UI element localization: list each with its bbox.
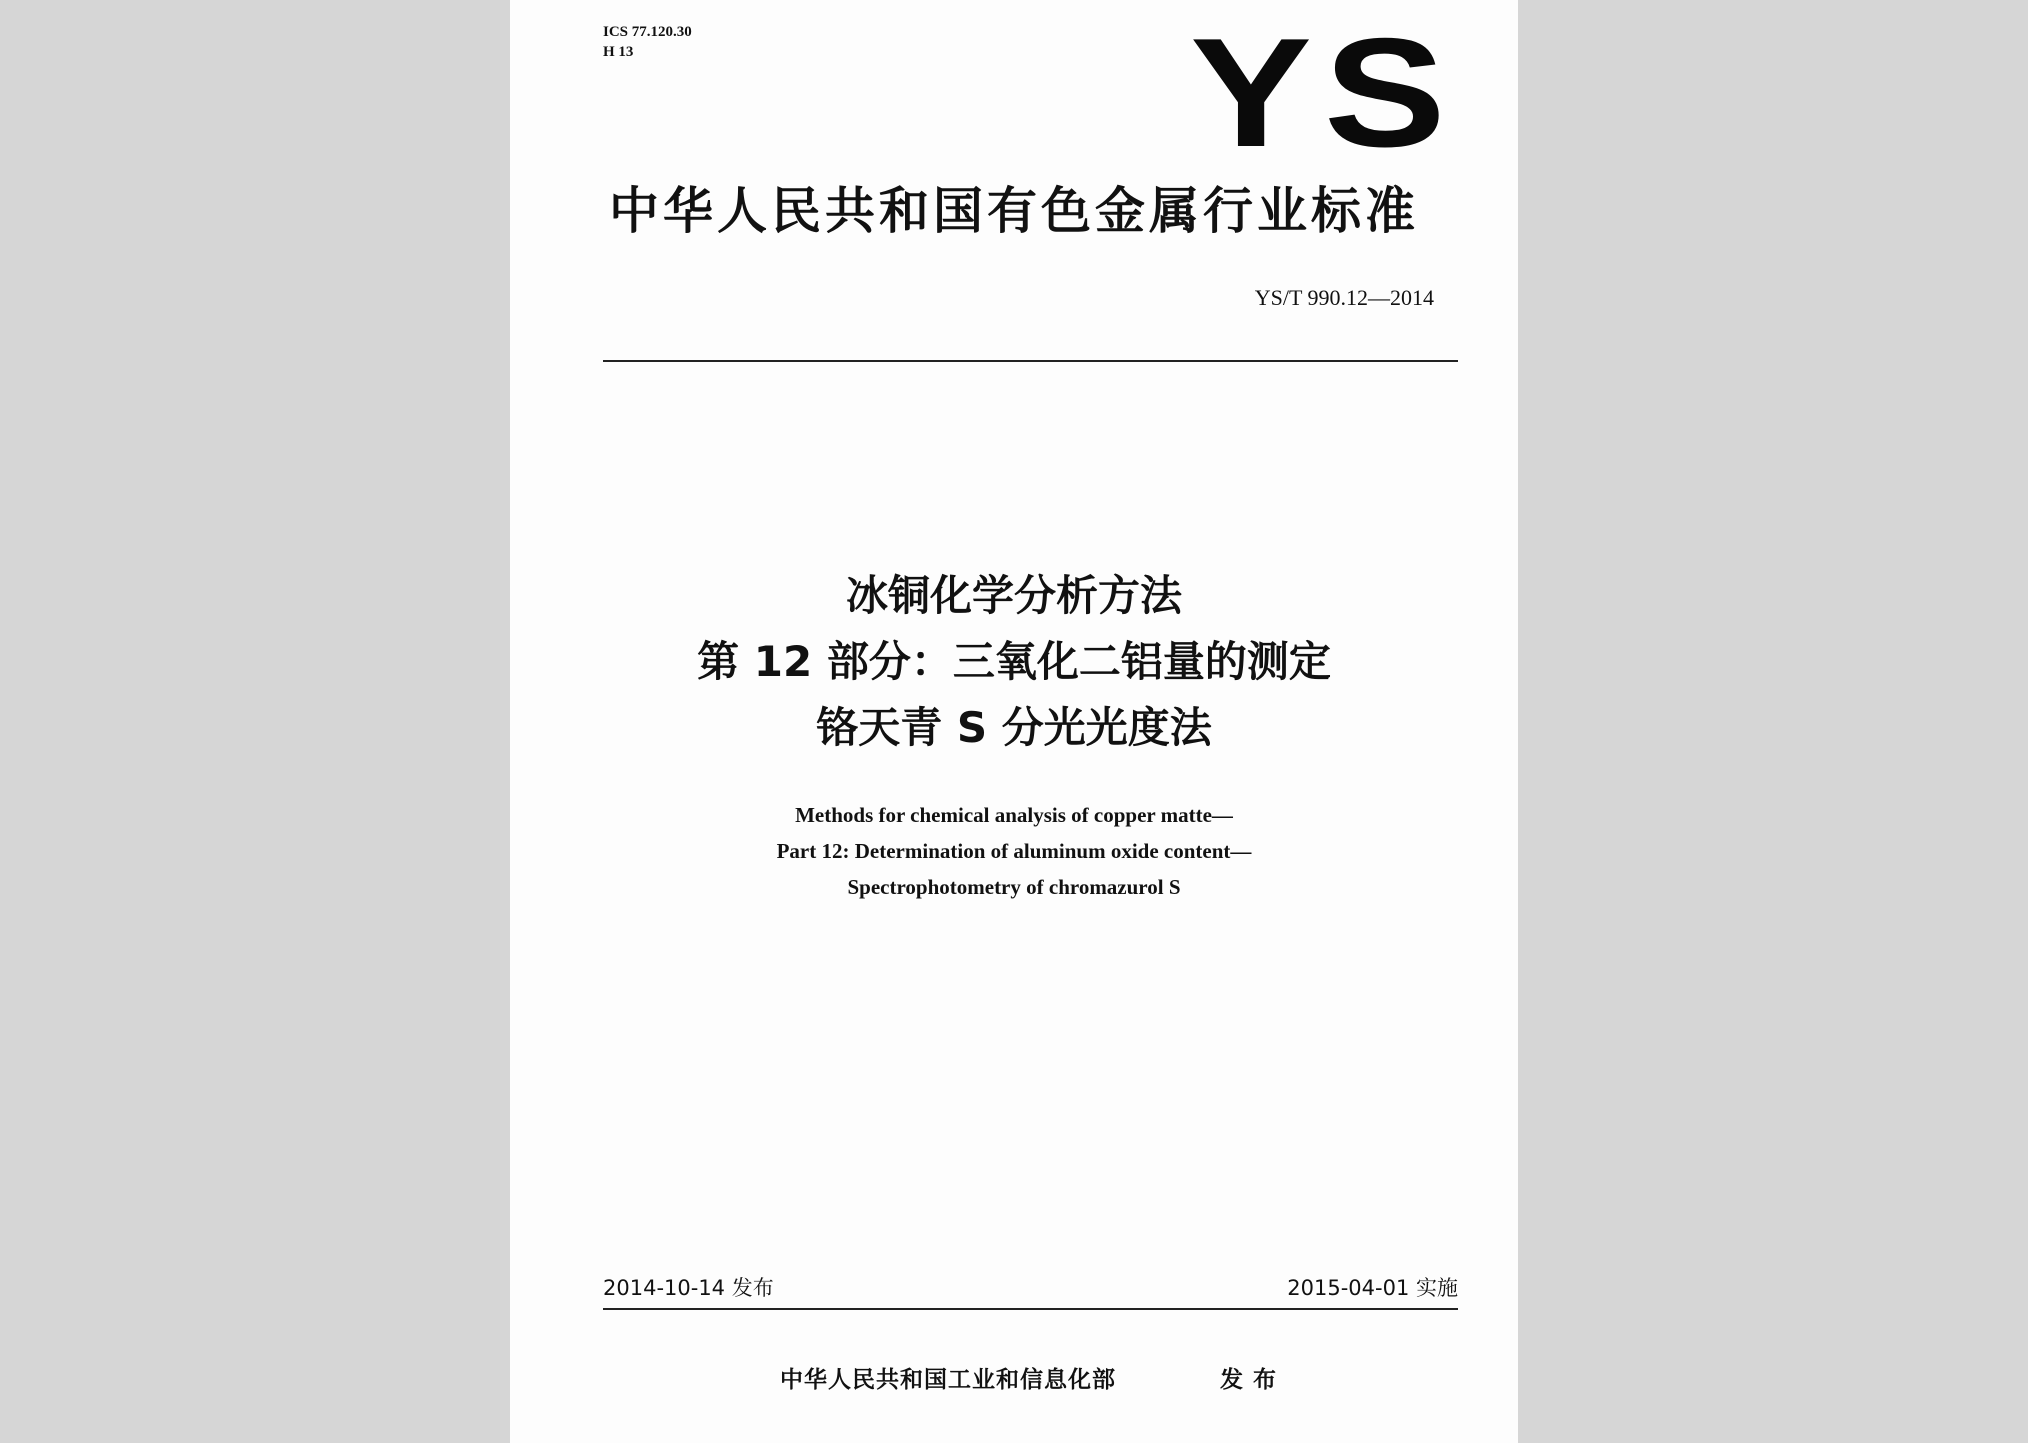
english-title-line-3: Spectrophotometry of chromazurol S [847, 875, 1181, 899]
chinese-title-line-1: 冰铜化学分析方法 [845, 571, 1182, 620]
implementation-date: 2015-04-01 实施 [1287, 1276, 1458, 1300]
classification-codes [603, 22, 692, 62]
issuing-action: 发布 [1220, 1367, 1286, 1393]
english-title-line-2: Part 12: Determination of aluminum oxide content— [776, 839, 1252, 863]
top-divider [603, 360, 1458, 362]
industry-standard-title: 中华人民共和国有色金属行业标准 [609, 182, 1419, 240]
ccs-code: H 13 [603, 44, 634, 60]
english-title-line-1: Methods for chemical analysis of copper matte— [795, 803, 1233, 827]
ys-logo: YS [1190, 6, 1458, 179]
chinese-title [510, 563, 1518, 761]
english-title [510, 797, 1518, 905]
chinese-title-line-2: 第 12 部分：三氧化二铝量的测定 [697, 637, 1331, 686]
standard-code: YS/T 990.12—2014 [1254, 285, 1434, 310]
document-page [510, 0, 1518, 1443]
ics-code: ICS 77.120.30 [603, 24, 692, 40]
chinese-title-line-3: 铬天青 S 分光光度法 [816, 703, 1212, 752]
issue-date: 2014-10-14 发布 [603, 1276, 774, 1300]
bottom-divider [603, 1308, 1458, 1310]
issuing-authority: 中华人民共和国工业和信息化部 [780, 1367, 1116, 1393]
